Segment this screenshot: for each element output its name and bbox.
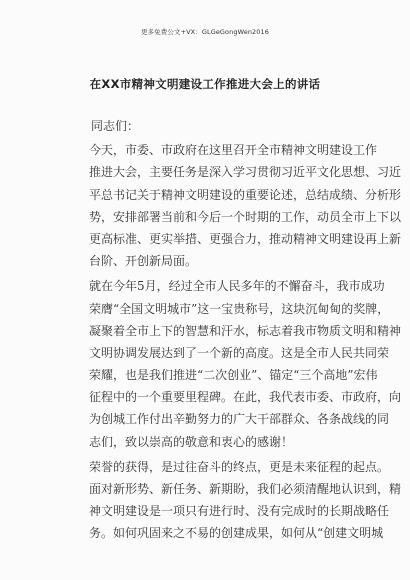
paragraph-line: 文明协调发展达到了一个新的高度。这是全市人民共同荣 — [89, 345, 390, 360]
paragraph-3 — [89, 456, 402, 545]
header-note: 更多免费公文+VX：GLGeGongWen2016 — [140, 28, 269, 36]
paragraph-line: 为创城工作付出辛勤努力的广大干部群众、各条战线的同 — [89, 412, 390, 427]
paragraph-line: 志们，致以崇高的敬意和衷心的感谢！ — [89, 434, 294, 449]
paragraph-line: 荣誉的获得，是过往奋斗的终点，更是未来征程的起点。 — [89, 459, 390, 474]
document-body — [89, 115, 402, 545]
paragraph-1 — [89, 139, 402, 272]
paragraph-line: 势，安排部署当前和今后一个时期的工作，动员全市上下以 — [89, 209, 402, 224]
paragraph-line: 面对新形势、新任务、新期盼，我们必须清醒地认识到，精 — [89, 482, 402, 496]
document-title: 在XX市精神文明建设工作推进大会上的讲话 — [89, 77, 321, 91]
paragraph-line: 就在今年5月，经过全市人民多年的不懈奋斗，我市成功 — [89, 279, 385, 294]
paragraph-line: 荣膺“全国文明城市”这一宝贵称号，这块沉甸甸的奖牌， — [89, 301, 390, 316]
paragraph-line: 推进大会，主要任务是深入学习贯彻习近平文化思想、习近 — [89, 165, 402, 180]
paragraph-line: 更高标准、更实举措、更强合力，推动精神文明建设再上新 — [89, 231, 402, 246]
paragraph-line: 荣耀，也是我们推进“二次创业”、锚定“三个高地”宏伟 — [89, 368, 378, 383]
paragraph-line: 今天，市委、市政府在这里召开全市精神文明建设工作 — [89, 143, 378, 158]
paragraph-line: 神文明建设是一项只有进行时、没有完成时的长期战略任 — [89, 504, 390, 519]
paragraph-line: 征程中的一个重要里程碑。在此，我代表市委、市政府，向 — [89, 390, 402, 405]
paragraph-2 — [89, 275, 402, 453]
paragraph-line: 凝聚着全市上下的智慧和汗水，标志着我市物质文明和精神 — [89, 323, 402, 338]
paragraph-line: 台阶、开创新局面。 — [89, 254, 198, 269]
paragraph-line: 平总书记关于精神文明建设的重要论述，总结成绩、分析形 — [89, 187, 402, 202]
salutation: 同志们： — [91, 119, 140, 133]
paragraph-line: 务。如何巩固来之不易的创建成果，如何从“创建文明城 — [89, 526, 384, 541]
